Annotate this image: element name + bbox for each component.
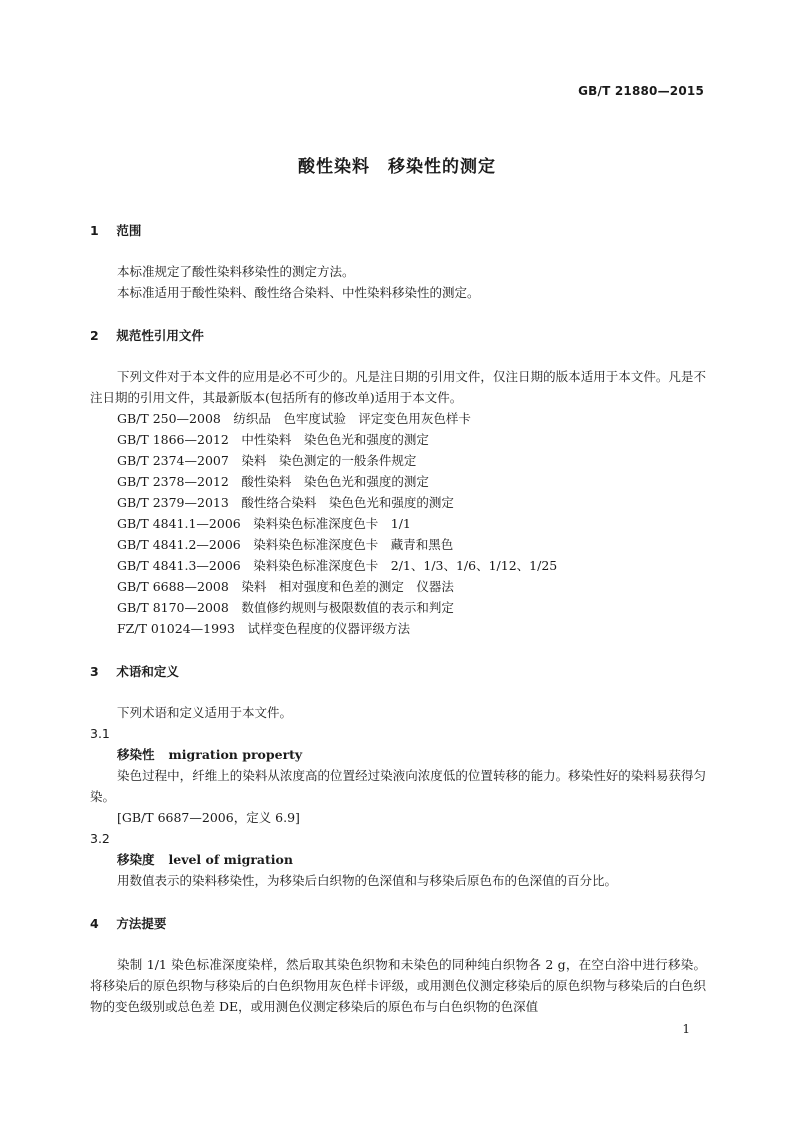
term-definition: 用数值表示的染料移染性，为移染后白织物的色深值和与移染后原色布的色深值的百分比。 [117, 873, 618, 888]
section-title: 规范性引用文件 [116, 328, 204, 343]
reference-item: FZ/T 01024—1993 试样变色程度的仪器评级方法 [117, 621, 410, 636]
section-2-heading [90, 325, 706, 346]
term-entry [90, 744, 706, 765]
section-title: 术语和定义 [116, 664, 179, 679]
reference-item: GB/T 4841.1—2006 染料染色标准深度色卡 1/1 [117, 516, 411, 531]
section-title: 范围 [116, 223, 142, 238]
section-1-heading [90, 220, 706, 241]
section-number: 3 [90, 664, 99, 679]
section-title: 方法提要 [116, 916, 167, 931]
term-zh: 移染性 [117, 747, 155, 762]
section-number: 4 [90, 916, 99, 931]
reference-item: GB/T 6688—2008 染料 相对强度和色差的测定 仪器法 [117, 579, 454, 594]
reference-item: GB/T 2379—2013 酸性络合染料 染色色光和强度的测定 [117, 495, 454, 510]
section-number: 1 [90, 223, 99, 238]
reference-item: GB/T 4841.2—2006 染料染色标准深度色卡 藏青和黑色 [117, 537, 454, 552]
reference-item: GB/T 2374—2007 染料 染色测定的一般条件规定 [117, 453, 417, 468]
section-number: 2 [90, 328, 99, 343]
paragraph: 染制 1/1 染色标准深度染样，然后取其染色织物和未染色的同种纯白织物各 2 g，在空白浴中进行移染。将移染后的原色织物与移染后的白色织物用灰色样卡评级，或用测色仪测定移染后的原色织物与移染后的白色织物的变色级别或总色差 DE，或用测色仪测定移染后的原色布与白色织物的色深值 [90, 957, 706, 1014]
paragraph: 下列文件对于本文件的应用是必不可少的。凡是注日期的引用文件，仅注日期的版本适用于本文件。凡是不注日期的引用文件，其最新版本(包括所有的修改单)适用于本文件。 [90, 369, 706, 405]
term-number: 3.2 [90, 831, 110, 846]
term-source: [GB/T 6687—2006，定义 6.9] [117, 810, 300, 825]
reference-item: GB/T 4841.3—2006 染料染色标准深度色卡 2/1、1/3、1/6、1/12、1/25 [117, 558, 558, 573]
page-number: 1 [682, 1022, 690, 1036]
term-zh: 移染度 [117, 852, 155, 867]
paragraph: 下列术语和定义适用于本文件。 [117, 705, 293, 720]
term-number: 3.1 [90, 726, 110, 741]
term-en: migration property [168, 747, 303, 762]
paragraph: 本标准规定了酸性染料移染性的测定方法。 [117, 264, 355, 279]
document-body [90, 220, 706, 1017]
reference-item: GB/T 250—2008 纺织品 色牢度试验 评定变色用灰色样卡 [117, 411, 471, 426]
term-definition: 染色过程中，纤维上的染料从浓度高的位置经过染液向浓度低的位置转移的能力。移染性好的染料易获得匀染。 [90, 768, 706, 804]
reference-item: GB/T 2378—2012 酸性染料 染色色光和强度的测定 [117, 474, 429, 489]
section-4-heading [90, 913, 706, 934]
section-3-heading [90, 661, 706, 682]
term-entry [90, 849, 706, 870]
reference-item: GB/T 1866—2012 中性染料 染色色光和强度的测定 [117, 432, 429, 447]
document-title: 酸性染料 移染性的测定 [298, 157, 496, 177]
paragraph: 本标准适用于酸性染料、酸性络合染料、中性染料移染性的测定。 [117, 285, 480, 300]
reference-item: GB/T 8170—2008 数值修约规则与极限数值的表示和判定 [117, 600, 454, 615]
term-en: level of migration [168, 852, 293, 867]
standard-number: GB/T 21880—2015 [578, 84, 704, 98]
